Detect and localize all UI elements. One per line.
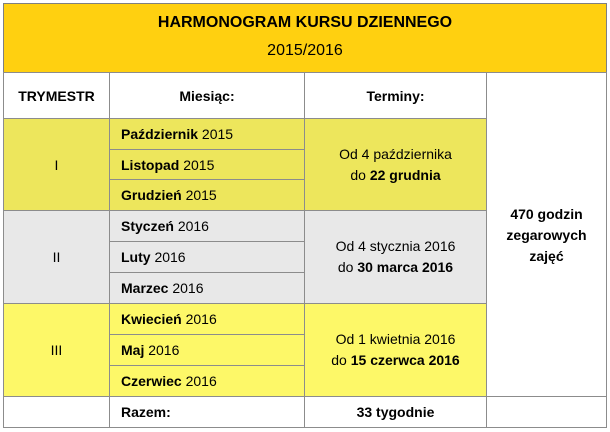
month-cell: Luty 2016 [109,241,305,273]
schedule-year: 2015/2016 [267,42,343,59]
month-cell: Styczeń 2016 [109,210,305,242]
trimester-label-2: II [3,210,110,304]
month-cell: Grudzień 2015 [109,179,305,211]
total-label: Razem: [109,396,305,428]
total-empty-cell [3,396,110,428]
month-cell: Listopad 2015 [109,149,305,180]
table-header [3,3,607,73]
schedule-table [3,3,607,429]
total-empty-cell-right [486,396,607,428]
column-header-dates: Terminy: [304,72,487,119]
column-header-month: Miesiąc: [109,72,305,119]
trimester-label-1: I [3,118,110,211]
month-cell: Październik 2015 [109,118,305,150]
month-cell: Czerwiec 2016 [109,365,305,397]
month-cell: Maj 2016 [109,334,305,366]
dates-cell-1: Od 4 października do 22 grudnia [304,118,487,211]
hours-cell [486,72,607,398]
dates-cell-3: Od 1 kwietnia 2016 do 15 czerwca 2016 [304,303,487,397]
month-cell: Kwiecień 2016 [109,303,305,335]
total-value: 33 tygodnie [304,396,487,428]
trimester-label-3: III [3,303,110,397]
hours-line-3: zajęć [529,247,564,264]
dates-cell-2: Od 4 stycznia 2016 do 30 marca 2016 [304,210,487,304]
schedule-title: HARMONOGRAM KURSU DZIENNEGO [157,14,453,31]
hours-line-1: 470 godzin [510,205,583,222]
column-header-trimester: TRYMESTR [3,72,110,119]
hours-line-2: zegarowych [506,226,587,243]
month-cell: Marzec 2016 [109,272,305,304]
